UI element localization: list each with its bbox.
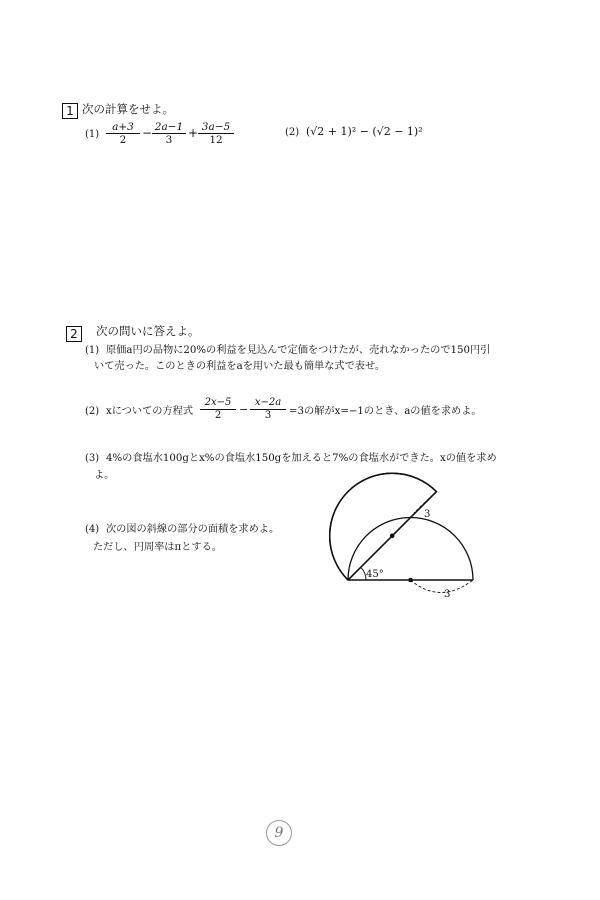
s2-q2-fraction-2: [250, 397, 286, 422]
s1-q2-label: (2): [285, 127, 300, 138]
angle-label: 45°: [366, 569, 384, 580]
s1-q1-frac1-denominator: 2: [119, 134, 127, 146]
s2-q3-label: (3): [85, 453, 100, 464]
s2-q3-line-2: よ。: [94, 470, 115, 481]
s2-q2-label: (2): [85, 406, 100, 417]
page-number: 9: [266, 820, 292, 846]
section-1-number: 1: [62, 103, 78, 119]
s2-q2-frac2-numerator: x−2a: [250, 397, 286, 410]
s2-q2-prefix: xについての方程式: [106, 406, 194, 417]
s2-q4-line-2: ただし、円周率はπとする。: [93, 542, 222, 553]
s2-q4-label: (4): [85, 524, 100, 535]
section-2-number: 2: [66, 326, 82, 342]
s2-q3-line-1: 4%の食塩水100gとx%の食塩水150gを加えると7%の食塩水ができた。xの値を求め: [106, 453, 497, 464]
s1-q2-expression: (√2 + 1)² − (√2 − 1)²: [306, 125, 423, 138]
s1-q1-fraction-2: [152, 121, 186, 146]
s1-q1-frac3-numerator: 3a−5: [198, 121, 234, 134]
s1-q1-operator-2: +: [188, 126, 199, 140]
s2-q1-label: (1): [85, 345, 100, 356]
section-2-heading: 次の問いに答えよ。: [96, 324, 200, 338]
s2-q4-line-1: 次の図の斜線の部分の面積を求めよ。: [106, 524, 280, 535]
s1-q1-frac1-numerator: a+3: [106, 121, 140, 134]
section-1-heading: 次の計算をせよ。: [82, 102, 174, 116]
s2-q2-fraction-1: [200, 397, 236, 422]
length-label-rotated: 3: [424, 509, 431, 520]
s2-q2-frac2-denominator: 3: [264, 410, 272, 421]
length-label-base: 3: [444, 589, 451, 600]
s2-q2-frac1-numerator: 2x−5: [200, 397, 236, 410]
s2-q2-operator: −: [239, 403, 249, 416]
inner-arc: [330, 473, 437, 580]
s1-q1-frac2-numerator: 2a−1: [152, 121, 186, 134]
s1-q1-label: (1): [85, 129, 100, 140]
s1-q1-operator-1: −: [142, 126, 153, 140]
s1-q1-fraction-3: [198, 121, 234, 146]
geometry-figure: [300, 455, 550, 615]
s1-q1-frac2-denominator: 3: [165, 134, 173, 146]
s2-q2-suffix: =3の解がx=−1のとき、aの値を求めよ。: [289, 406, 482, 417]
s2-q1-line-2: いて売った。このときの利益をaを用いた最も簡単な式で表せ。: [94, 361, 386, 372]
s1-q1-frac3-denominator: 12: [209, 134, 223, 146]
rotated-center-dot: [390, 534, 395, 539]
s1-q1-fraction-1: [106, 121, 140, 146]
s2-q2-frac1-denominator: 2: [214, 410, 222, 421]
base-radius-dashed: [411, 580, 474, 593]
s2-q1-line-1: 原価a円の品物に20%の利益を見込んで定価をつけたが、売れなかったので150円引: [106, 345, 491, 356]
